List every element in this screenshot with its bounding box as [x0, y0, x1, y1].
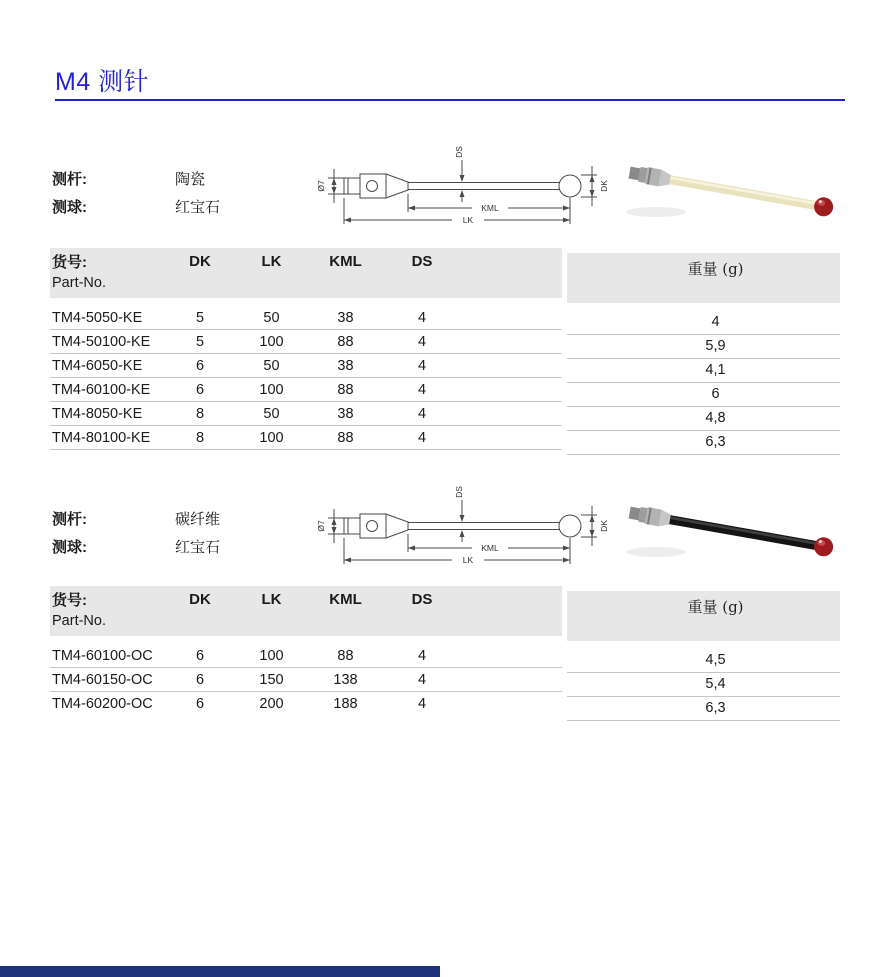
table-header	[50, 586, 562, 636]
dim-label-lk: LK	[462, 555, 474, 565]
table-main-block	[50, 248, 562, 455]
cell-lk: 150	[259, 671, 284, 688]
spec-label-shaft: 测杆:	[52, 511, 87, 528]
cell-weight: 5,4	[567, 673, 840, 697]
col-header-part-no-zh: 货号:	[52, 592, 87, 609]
page-title: M4 测针	[55, 68, 150, 96]
connector-thread	[629, 167, 641, 181]
table-row	[50, 378, 562, 402]
col-header-dk: DK	[189, 253, 211, 270]
col-header-lk: LK	[261, 591, 282, 608]
cell-part-no: TM4-60200-OC	[52, 696, 153, 712]
cell-kml: 138	[333, 671, 358, 688]
dim-label-dk: DK	[599, 180, 609, 192]
weight-body	[567, 649, 840, 721]
cell-weight: 5,9	[567, 335, 840, 359]
cell-kml: 88	[337, 647, 354, 664]
dim-label-kml: KML	[481, 543, 499, 553]
cell-kml: 38	[337, 309, 354, 326]
weight-body	[567, 311, 840, 455]
cell-ds: 4	[417, 647, 427, 664]
cell-lk: 200	[259, 696, 284, 712]
cell-part-no: TM4-60150-OC	[52, 671, 153, 688]
spec-value-ball: 红宝石	[175, 199, 221, 216]
cell-ds: 4	[417, 405, 427, 422]
cell-weight: 6,3	[567, 697, 840, 721]
cell-ds: 4	[417, 333, 427, 350]
cell-kml: 88	[337, 429, 354, 446]
cell-lk: 100	[259, 429, 284, 446]
col-header-weight: 重量 (g)	[567, 591, 840, 641]
cell-weight: 6,3	[567, 431, 840, 455]
cell-lk: 100	[259, 647, 284, 664]
cell-lk: 50	[263, 405, 280, 422]
cell-ds: 4	[417, 309, 427, 326]
cell-kml: 88	[337, 333, 354, 350]
spec-label-ball: 测球:	[52, 539, 87, 556]
spec-label-ball: 测球:	[52, 199, 87, 216]
spec-label-shaft: 测杆:	[52, 171, 87, 188]
table-row	[50, 402, 562, 426]
cell-part-no: TM4-80100-KE	[52, 429, 151, 446]
ruby-ball	[813, 196, 835, 218]
cell-dk: 6	[195, 381, 205, 398]
cell-weight: 4,5	[567, 649, 840, 673]
spec-value-shaft: 碳纤维	[175, 511, 221, 528]
table-row	[50, 354, 562, 378]
col-header-ds: DS	[411, 253, 433, 270]
cell-part-no: TM4-60100-OC	[52, 647, 153, 664]
dim-label-dk: DK	[599, 520, 609, 532]
cell-dk: 6	[195, 671, 205, 688]
cell-kml: 188	[333, 696, 358, 712]
ruby-ball	[813, 536, 835, 558]
cell-lk: 100	[259, 381, 284, 398]
col-header-kml: KML	[329, 591, 362, 608]
footer-accent-bar	[0, 966, 440, 977]
cell-lk: 100	[259, 333, 284, 350]
table-row	[50, 330, 562, 354]
cell-kml: 38	[337, 357, 354, 374]
cell-dk: 5	[195, 333, 205, 350]
parts-table-ceramic	[50, 248, 840, 455]
title-rule	[55, 99, 845, 101]
cell-kml: 38	[337, 405, 354, 422]
shaft-highlight	[670, 176, 818, 205]
table-row	[50, 426, 562, 450]
dim-label-kml: KML	[481, 203, 499, 213]
cell-dk: 6	[195, 696, 205, 712]
col-header-ds: DS	[411, 591, 433, 608]
col-header-dk: DK	[189, 591, 211, 608]
table-row	[50, 306, 562, 330]
cell-ds: 4	[417, 357, 427, 374]
cell-ds: 4	[417, 671, 427, 688]
spec-block-carbon	[52, 508, 220, 557]
col-header-part-no-en: Part-No.	[52, 613, 106, 629]
product-image-carbon-stylus	[622, 496, 850, 568]
cell-dk: 6	[195, 357, 205, 374]
cell-part-no: TM4-50100-KE	[52, 333, 151, 350]
cell-part-no: TM4-6050-KE	[52, 357, 143, 374]
table-main-block	[50, 586, 562, 721]
cell-dk: 8	[195, 405, 205, 422]
shaft-highlight	[670, 516, 818, 545]
cell-kml: 88	[337, 381, 354, 398]
col-header-lk: LK	[261, 253, 282, 270]
table-header	[50, 248, 562, 298]
dim-label-ds: DS	[454, 146, 464, 158]
cell-lk: 50	[263, 309, 280, 326]
cell-weight: 4	[567, 311, 840, 335]
table-row	[50, 692, 562, 716]
dim-label-diameter: Ø7	[316, 520, 326, 532]
table-weight-block	[567, 253, 840, 455]
stylus-dimension-diagram	[312, 482, 610, 572]
cell-part-no: TM4-8050-KE	[52, 405, 143, 422]
table-body	[50, 644, 562, 716]
cell-weight: 4,1	[567, 359, 840, 383]
dim-label-lk: LK	[462, 215, 474, 225]
product-shadow	[626, 207, 686, 217]
col-header-part-no-zh: 货号:	[52, 254, 87, 271]
stylus-dimension-diagram	[312, 142, 610, 232]
cell-dk: 5	[195, 309, 205, 326]
table-body	[50, 306, 562, 450]
product-shadow	[626, 547, 686, 557]
cell-ds: 4	[417, 696, 427, 712]
cell-lk: 50	[263, 357, 280, 374]
spec-value-ball: 红宝石	[175, 539, 221, 556]
col-header-kml: KML	[329, 253, 362, 270]
dim-label-diameter: Ø7	[316, 180, 326, 192]
cell-ds: 4	[417, 429, 427, 446]
product-image-ceramic-stylus	[622, 156, 850, 228]
connector-thread	[629, 507, 641, 521]
cell-dk: 8	[195, 429, 205, 446]
cell-dk: 6	[195, 647, 205, 664]
table-weight-block	[567, 591, 840, 721]
cell-part-no: TM4-60100-KE	[52, 381, 151, 398]
cell-part-no: TM4-5050-KE	[52, 309, 143, 326]
cell-weight: 4,8	[567, 407, 840, 431]
col-header-part-no-en: Part-No.	[52, 275, 106, 291]
spec-block-ceramic	[52, 168, 220, 217]
table-row	[50, 644, 562, 668]
col-header-weight: 重量 (g)	[567, 253, 840, 303]
dim-label-ds: DS	[454, 486, 464, 498]
cell-weight: 6	[567, 383, 840, 407]
spec-value-shaft: 陶瓷	[175, 171, 206, 188]
table-row	[50, 668, 562, 692]
parts-table-carbon	[50, 586, 840, 721]
cell-ds: 4	[417, 381, 427, 398]
